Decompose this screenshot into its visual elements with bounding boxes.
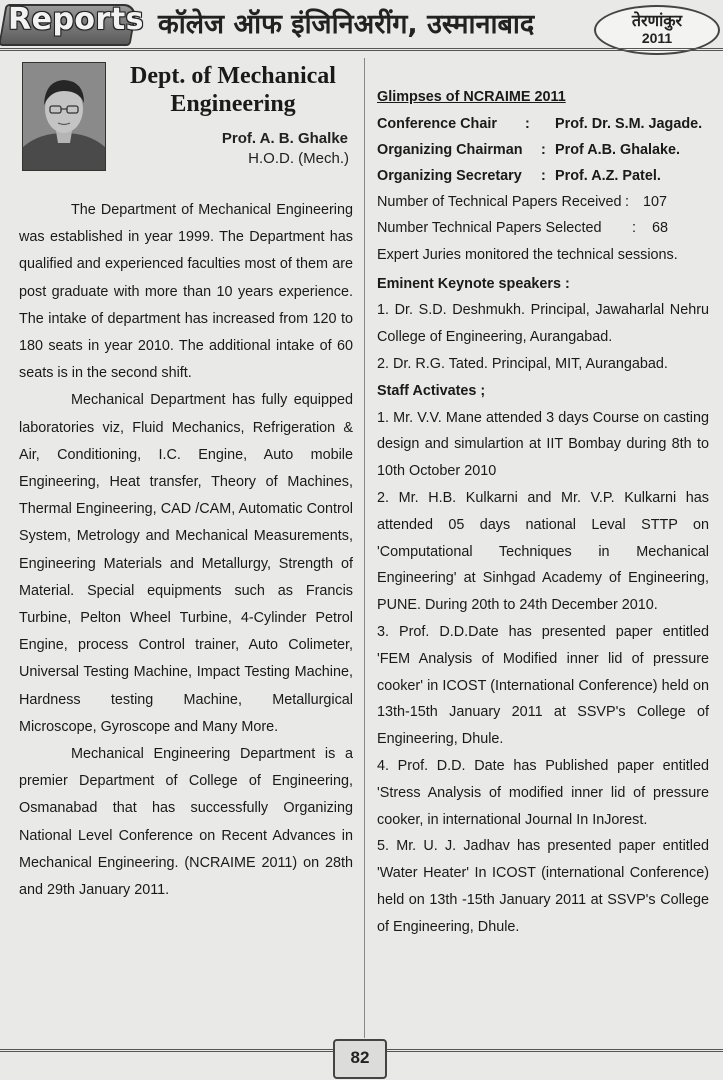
article-body: [19, 197, 353, 904]
staff-item: 2. Mr. H.B. Kulkarni and Mr. V.P. Kulkarni has attended 05 days national Leval STTP on 'Computational Techniques in Mechanical Engineering' at Sinhgad Academy of Engineering, PUNE. During 20th to 24th December 2010.: [377, 489, 709, 614]
papers-received-label: Number of Technical Papers Received: [377, 193, 622, 210]
glimpses-section: [377, 84, 709, 941]
college-title: कॉलेज ऑफ इंजिनिअरींग, उस्मानाबाद: [158, 9, 535, 40]
staff-heading: Staff Activates ;: [377, 382, 486, 399]
papers-selected-label: Number Technical Papers Selected: [377, 219, 602, 236]
papers-received-row: Number of Technical Papers Received : 107: [377, 189, 709, 215]
organizing-chairman: Prof A.B. Ghalake.: [555, 141, 681, 158]
paragraph: The Department of Mechanical Engineering was established in year 1999. The Department has qualified and experienced faculties most of them are post graduate with more than 10 years experience. The intake of department has increased from 120 to 180 seats in year 2010. The additional intake of 60 seats is in the second shift.: [19, 202, 353, 382]
keynote-item: 1. Dr. S.D. Deshmukh. Principal, Jawaharlal Nehru College of Engineering, Aurangabad.: [377, 302, 709, 346]
article-title: Dept. of Mechanical Engineering: [130, 63, 336, 117]
glimpses-title: Glimpses of NCRAIME 2011: [377, 89, 566, 105]
organizing-chairman-label: Organizing Chairman: [377, 141, 523, 158]
section-tag: Reports: [8, 2, 145, 37]
magazine-year: 2011: [641, 30, 673, 46]
organizing-secretary-row: Organizing Secretary : Prof. A.Z. Patel.: [377, 163, 709, 189]
author-name: Prof. A. B. Ghalke: [221, 130, 348, 147]
papers-selected: 68: [652, 219, 669, 236]
staff-item: 1. Mr. V.V. Mane attended 3 days Course on casting design and simulartion at IIT Bombay during 8th to 10th October 2010: [377, 409, 709, 480]
header-divider: [0, 48, 723, 51]
conference-chair-row: Conference Chair : Prof. Dr. S.M. Jagade.: [377, 111, 709, 137]
staff-item: 3. Prof. D.D.Date has presented paper entitled 'FEM Analysis of Modified inner lid of pressure cooker' in ICOST (International Conference) held on 13th-15th January 2011 at SSVP's College of Engineering, Dhule.: [377, 623, 709, 748]
papers-selected-row: Number Technical Papers Selected : 68: [377, 215, 709, 241]
paragraph: Mechanical Engineering Department is a premier Department of College of Engineering, Osmanabad that has successfully Organizing National Level Conference on Recent Advances in Mechanical Engineering. (NCRAIME 2011) on 28th and 29th January 2011.: [19, 746, 353, 899]
page-header: [0, 0, 723, 50]
conference-chair: Prof. Dr. S.M. Jagade.: [555, 115, 703, 132]
juries-note: Expert Juries monitored the technical sessions.: [377, 246, 678, 263]
staff-item: 4. Prof. D.D. Date has Published paper entitled 'Stress Analysis of modified inner lid of pressure cooker, in international Journal In InJorest.: [377, 757, 709, 828]
keynote-item: 2. Dr. R.G. Tated. Principal, MIT, Aurangabad.: [377, 355, 668, 372]
magazine-name: तेरणांकुर: [631, 11, 683, 30]
author-photo: [22, 62, 106, 171]
author-role: H.O.D. (Mech.): [248, 150, 349, 167]
organizing-secretary: Prof. A.Z. Patel.: [555, 167, 661, 184]
page-number: 82: [333, 1039, 387, 1079]
paragraph: Mechanical Department has fully equipped laboratories viz, Fluid Mechanics, Refrigeration & Air, Conditioning, I.C. Engine, Auto mobile Engineering, Heat transfer, Theory of Machines, Thermal Engineering, CAD /CAM, Automatic Control System, Metrology and Mechanical Measurements, Engineering Materials and Metallurgy, Strength of Material. Special equipments such as Francis Turbine, Pelton Wheel Turbine, 4-Cylinder Petrol Engine, process Control trainer, Auto Colimeter, Universal Testing Machine, Impact Testing Machine, Hardness testing Machine, Metallurgical Microscope, Gyroscope and Many More.: [19, 392, 353, 735]
organizing-secretary-label: Organizing Secretary: [377, 167, 522, 184]
organizing-chairman-row: Organizing Chairman : Prof A.B. Ghalake.: [377, 137, 709, 163]
papers-received: 107: [643, 193, 668, 210]
keynote-heading: Eminent Keynote speakers :: [377, 275, 570, 292]
conference-chair-label: Conference Chair: [377, 115, 497, 132]
staff-item: 5. Mr. U. J. Jadhav has presented paper entitled 'Water Heater' In ICOST (international Conference) held on 13th -15th January 2011 at SSVP's College of Engineering, Dhule.: [377, 838, 709, 935]
column-divider: [364, 58, 365, 1038]
